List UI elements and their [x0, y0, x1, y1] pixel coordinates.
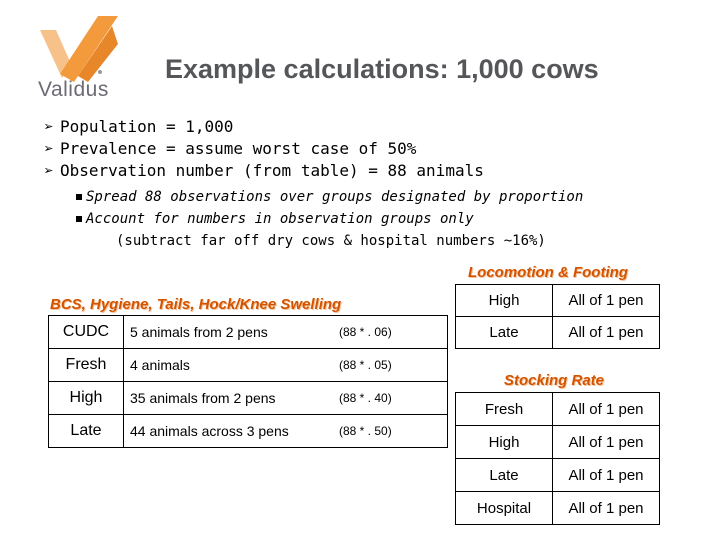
square-bullet-icon: [76, 194, 82, 200]
table-row: [456, 459, 660, 492]
animals-cell: 5 animals from 2 pens: [124, 316, 336, 349]
value-cell: All of 1 pen: [553, 492, 660, 525]
calc-cell: (88 * . 50): [335, 415, 448, 448]
arrow-bullet-icon: ➢: [44, 161, 54, 180]
sub-bullet-item: Account for numbers in observation groups only: [76, 208, 583, 230]
sub-bullet-item: Spread 88 observations over groups designated by proportion: [76, 186, 583, 208]
bcs-section-title: BCS, Hygiene, Tails, Hock/Knee Swelling: [50, 296, 342, 313]
sub-bullet-list: [76, 186, 583, 252]
group-cell: Late: [456, 317, 553, 349]
group-cell: Late: [456, 459, 553, 492]
logo-wordmark: Validus: [38, 78, 109, 101]
group-cell: Fresh: [456, 393, 553, 426]
value-cell: All of 1 pen: [553, 285, 660, 317]
locomotion-table: [455, 284, 660, 349]
bullet-item: ➢ Observation number (from table) = 88 animals: [44, 161, 484, 180]
value-cell: All of 1 pen: [553, 459, 660, 492]
value-cell: All of 1 pen: [553, 317, 660, 349]
stocking-table: [455, 392, 660, 525]
sub-bullet-note: (subtract far off dry cows & hospital numbers ~16%): [116, 233, 546, 249]
bullet-item: ➢ Population = 1,000: [44, 117, 234, 136]
table-row: [49, 316, 448, 349]
calc-cell: (88 * . 05): [335, 349, 448, 382]
bcs-table: [48, 315, 448, 448]
arrow-bullet-icon: ➢: [44, 117, 54, 136]
group-cell: High: [49, 382, 124, 415]
animals-cell: 4 animals: [124, 349, 336, 382]
group-cell: CUDC: [49, 316, 124, 349]
table-row: [456, 426, 660, 459]
bullet-list: [44, 116, 484, 182]
table-row: [456, 285, 660, 317]
slide-title: Example calculations: 1,000 cows: [165, 54, 599, 84]
table-row: [456, 317, 660, 349]
square-bullet-icon: [76, 216, 82, 222]
group-cell: Late: [49, 415, 124, 448]
calc-cell: (88 * . 06): [335, 316, 448, 349]
value-cell: All of 1 pen: [553, 426, 660, 459]
animals-cell: 35 animals from 2 pens: [124, 382, 336, 415]
value-cell: All of 1 pen: [553, 393, 660, 426]
stocking-section-title: Stocking Rate: [504, 372, 605, 389]
table-row: [456, 393, 660, 426]
table-row: [49, 382, 448, 415]
group-cell: Fresh: [49, 349, 124, 382]
group-cell: High: [456, 426, 553, 459]
locomotion-section-title: Locomotion & Footing: [468, 264, 628, 281]
group-cell: High: [456, 285, 553, 317]
calc-cell: (88 * . 40): [335, 382, 448, 415]
table-row: [49, 349, 448, 382]
group-cell: Hospital: [456, 492, 553, 525]
bullet-item: ➢ Prevalence = assume worst case of 50%: [44, 139, 417, 158]
table-row: [456, 492, 660, 525]
animals-cell: 44 animals across 3 pens: [124, 415, 336, 448]
arrow-bullet-icon: ➢: [44, 139, 54, 158]
table-row: [49, 415, 448, 448]
